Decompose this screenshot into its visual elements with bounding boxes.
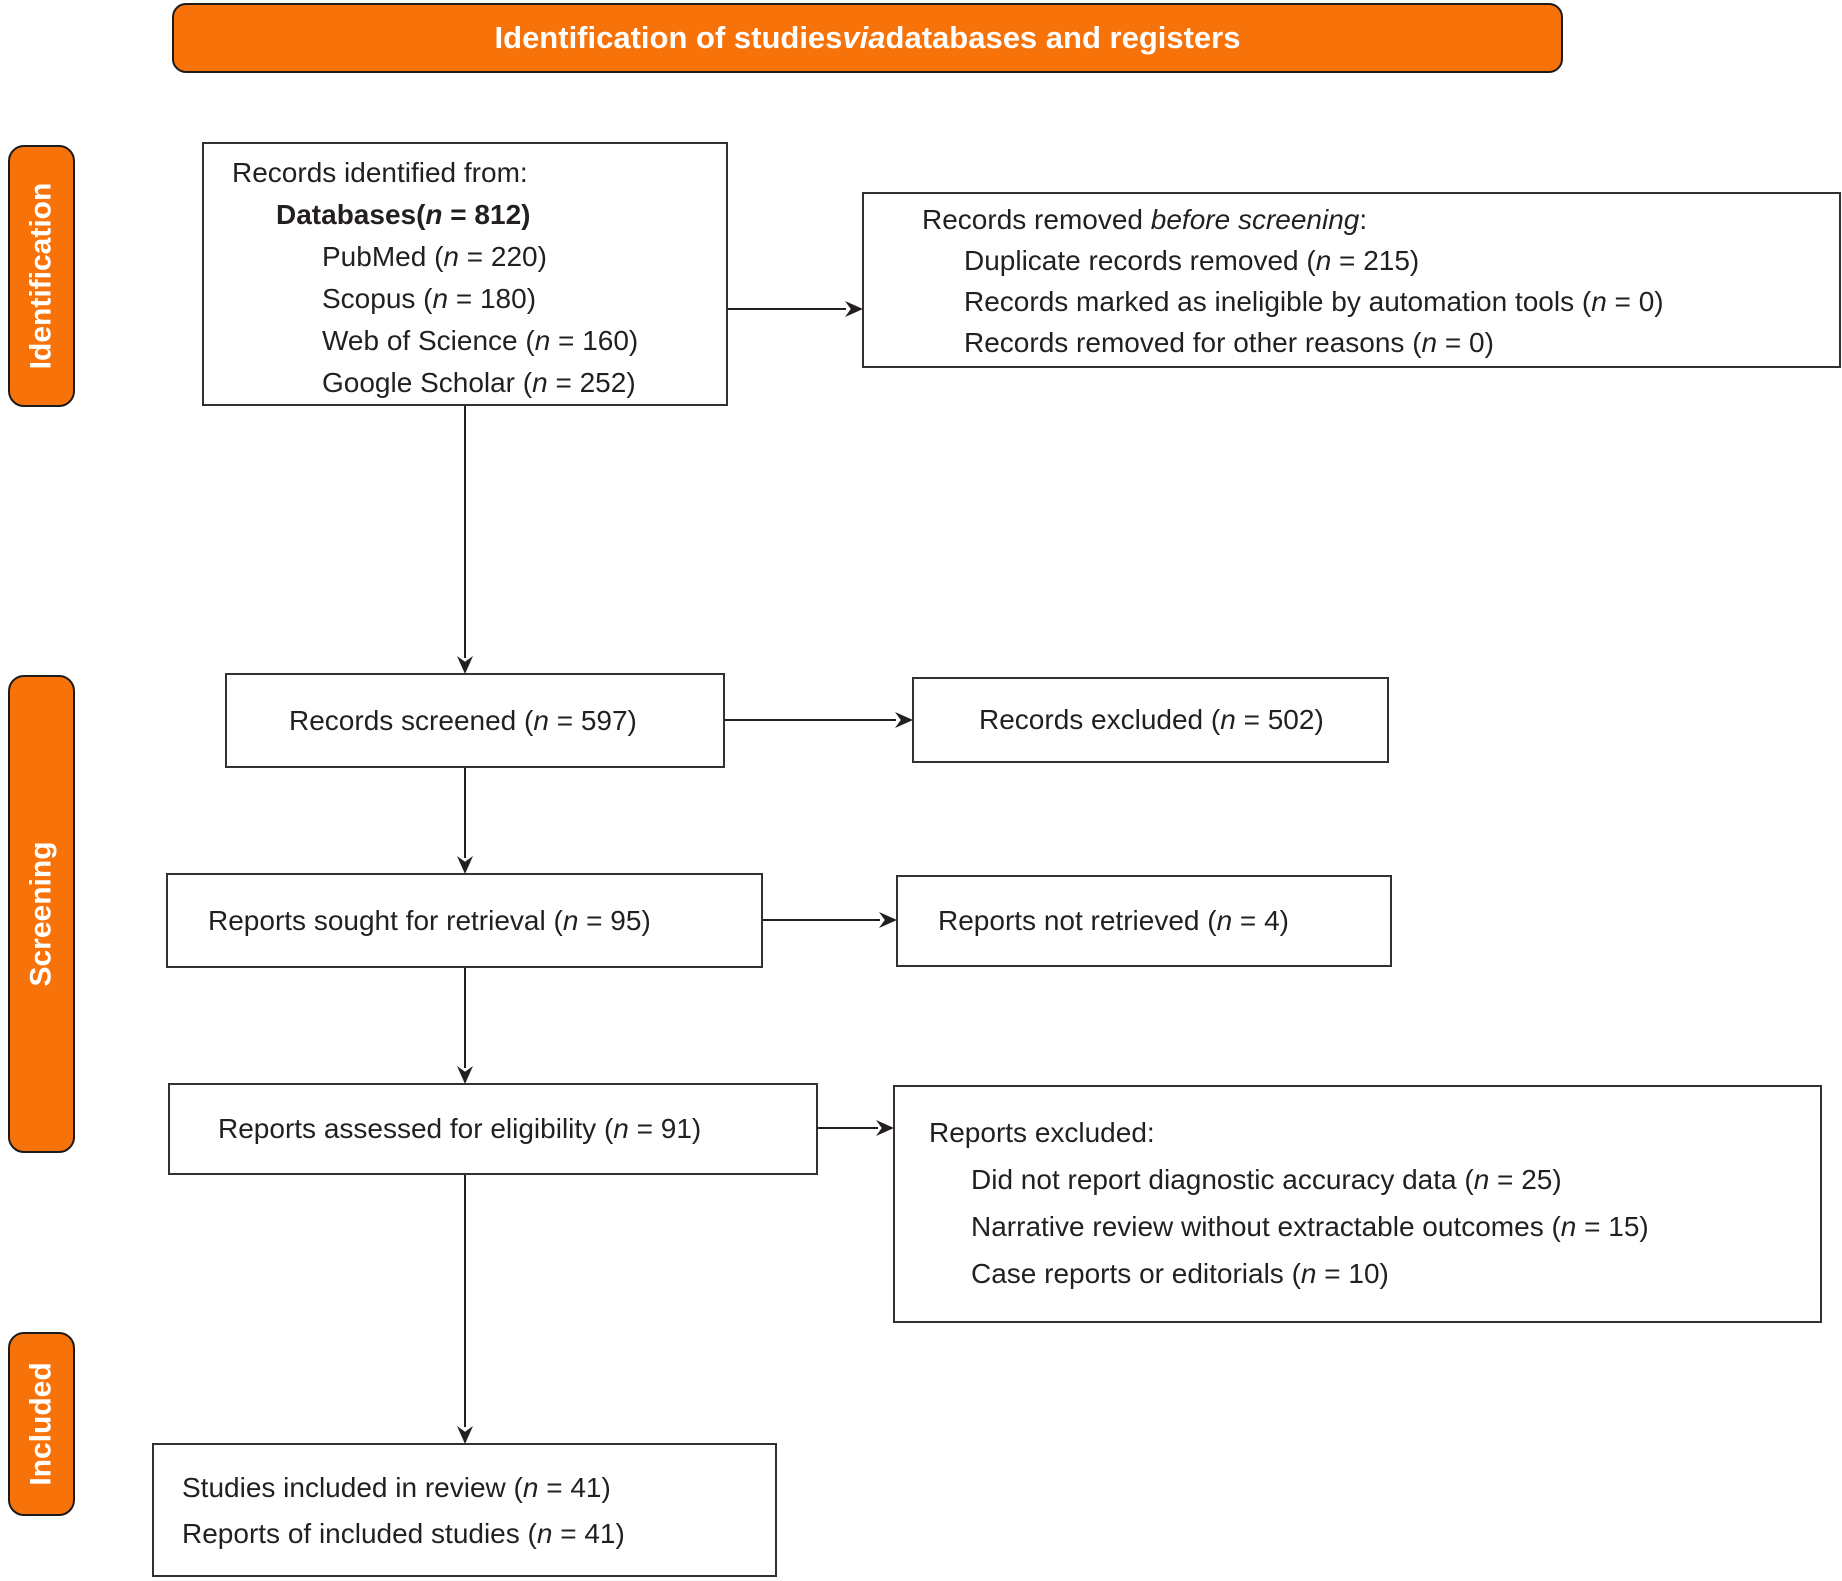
box-records-screened bbox=[225, 673, 725, 768]
text-run: Records excluded ( bbox=[979, 704, 1221, 735]
text-run: Studies included in review ( bbox=[182, 1472, 523, 1503]
text-line bbox=[929, 1109, 1820, 1156]
text-run: Google Scholar ( bbox=[322, 367, 533, 398]
text-run: n bbox=[522, 1472, 539, 1503]
text-run: n bbox=[425, 199, 443, 230]
text-run: n bbox=[533, 704, 549, 736]
arrowhead-down-icon bbox=[457, 856, 473, 874]
text-run: n bbox=[532, 367, 548, 398]
text-run: = 215) bbox=[1331, 245, 1420, 276]
arrowhead-right-icon bbox=[895, 712, 913, 728]
text-run: Web of Science ( bbox=[322, 325, 535, 356]
text-run: = 252) bbox=[547, 367, 636, 398]
stage-tab-included-label: Included bbox=[24, 1362, 58, 1486]
text-line bbox=[289, 700, 637, 742]
text-line bbox=[929, 1156, 1820, 1203]
text-run: Records marked as ineligible by automation tools ( bbox=[964, 286, 1592, 317]
text-line bbox=[182, 1511, 775, 1557]
arrow-screened-to-sought bbox=[464, 768, 466, 858]
text-run: Scopus ( bbox=[322, 283, 433, 314]
arrow-assessed-to-excluded bbox=[818, 1127, 878, 1129]
text-run: Records removed for other reasons ( bbox=[964, 327, 1422, 358]
text-line bbox=[929, 1203, 1820, 1250]
text-run: Reports sought for retrieval ( bbox=[208, 904, 563, 936]
text-run: n bbox=[1216, 905, 1233, 936]
text-line bbox=[929, 1250, 1820, 1297]
text-run: Case reports or editorials ( bbox=[971, 1258, 1301, 1289]
text-line bbox=[232, 320, 726, 362]
text-run: n bbox=[443, 241, 459, 272]
text-run: = 4) bbox=[1232, 905, 1289, 936]
text-run: n bbox=[1220, 704, 1236, 735]
text-run: Reports excluded: bbox=[929, 1117, 1155, 1148]
text-line bbox=[922, 240, 1839, 281]
text-run: Records screened ( bbox=[289, 704, 534, 736]
text-line bbox=[922, 322, 1839, 363]
text-line bbox=[232, 362, 726, 404]
text-run: PubMed ( bbox=[322, 241, 444, 272]
text-line bbox=[182, 1465, 775, 1511]
text-run: Identification of studies bbox=[494, 20, 843, 55]
text-run: Reports of included studies ( bbox=[182, 1518, 537, 1549]
text-run: n bbox=[1473, 1164, 1490, 1195]
text-run: = 220) bbox=[458, 241, 547, 272]
text-run: = 41) bbox=[552, 1518, 625, 1549]
text-run: before screening bbox=[1150, 204, 1360, 235]
arrowhead-right-icon bbox=[879, 912, 897, 928]
text-line bbox=[232, 152, 726, 194]
text-line bbox=[922, 199, 1839, 240]
text-run: = 597) bbox=[548, 704, 637, 736]
text-line bbox=[232, 236, 726, 278]
text-line bbox=[208, 900, 651, 942]
arrow-identified-to-screened bbox=[464, 406, 466, 658]
text-run: = 180) bbox=[448, 283, 537, 314]
text-run: = 812) bbox=[442, 199, 531, 230]
text-run: = 10) bbox=[1316, 1258, 1389, 1289]
arrow-screened-to-excluded bbox=[725, 719, 896, 721]
text-run: = 95) bbox=[578, 904, 651, 936]
text-run: n bbox=[1315, 245, 1332, 276]
text-run: = 160) bbox=[550, 325, 639, 356]
text-run: = 25) bbox=[1489, 1164, 1562, 1195]
text-run: n bbox=[1591, 286, 1607, 317]
arrowhead-down-icon bbox=[457, 1426, 473, 1444]
text-run: = 502) bbox=[1235, 704, 1324, 735]
text-run: n bbox=[432, 283, 449, 314]
text-run: = 15) bbox=[1576, 1211, 1649, 1242]
box-reports-assessed bbox=[168, 1083, 818, 1175]
text-run: n bbox=[1300, 1258, 1317, 1289]
text-run: Records removed bbox=[922, 204, 1151, 235]
text-line bbox=[218, 1108, 701, 1150]
arrowhead-down-icon bbox=[457, 656, 473, 674]
text-run: Duplicate records removed ( bbox=[964, 245, 1316, 276]
stage-tab-identification-label: Identification bbox=[24, 182, 58, 370]
box-reports-not-retrieved bbox=[896, 875, 1392, 967]
text-run: : bbox=[1359, 204, 1368, 235]
text-run: n bbox=[534, 325, 551, 356]
arrowhead-right-icon bbox=[876, 1120, 894, 1136]
stage-tab-included bbox=[8, 1332, 75, 1516]
text-run: n bbox=[1560, 1211, 1577, 1242]
stage-tab-identification bbox=[8, 145, 75, 407]
text-run: = 41) bbox=[538, 1472, 611, 1503]
arrow-identified-to-removed bbox=[728, 308, 846, 310]
text-line bbox=[938, 900, 1289, 942]
text-line bbox=[232, 194, 726, 236]
text-run: Records identified from: bbox=[232, 157, 528, 188]
stage-tab-screening bbox=[8, 675, 75, 1153]
box-studies-included bbox=[152, 1443, 777, 1577]
text-run: = 0) bbox=[1437, 327, 1494, 358]
text-run: via bbox=[842, 20, 886, 55]
box-records-identified bbox=[202, 142, 728, 406]
text-run: Reports not retrieved ( bbox=[938, 905, 1217, 936]
arrow-assessed-to-included bbox=[464, 1175, 466, 1427]
text-run: Reports assessed for eligibility ( bbox=[218, 1113, 614, 1144]
banner-title bbox=[172, 3, 1563, 73]
text-line bbox=[922, 281, 1839, 322]
arrowhead-down-icon bbox=[457, 1066, 473, 1084]
text-run: = 0) bbox=[1606, 286, 1664, 317]
text-line bbox=[979, 699, 1324, 741]
box-records-removed-before-screening bbox=[862, 192, 1841, 368]
text-run: databases and registers bbox=[885, 20, 1241, 55]
text-run: n bbox=[536, 1518, 553, 1549]
text-run: Did not report diagnostic accuracy data ( bbox=[971, 1164, 1474, 1195]
box-records-excluded bbox=[912, 677, 1389, 763]
stage-tab-screening-label: Screening bbox=[24, 841, 58, 987]
box-reports-sought bbox=[166, 873, 763, 968]
text-run: n bbox=[613, 1113, 629, 1144]
text-run: Databases( bbox=[276, 199, 426, 230]
arrow-sought-to-not-retrieved bbox=[763, 919, 880, 921]
arrowhead-right-icon bbox=[845, 301, 863, 317]
text-run: Narrative review without extractable outcomes ( bbox=[971, 1211, 1561, 1242]
text-line bbox=[232, 278, 726, 320]
box-reports-excluded bbox=[893, 1085, 1822, 1323]
arrow-sought-to-assessed bbox=[464, 968, 466, 1068]
text-run: n bbox=[1421, 327, 1438, 358]
text-run: = 91) bbox=[628, 1113, 702, 1144]
text-run: n bbox=[562, 904, 579, 936]
